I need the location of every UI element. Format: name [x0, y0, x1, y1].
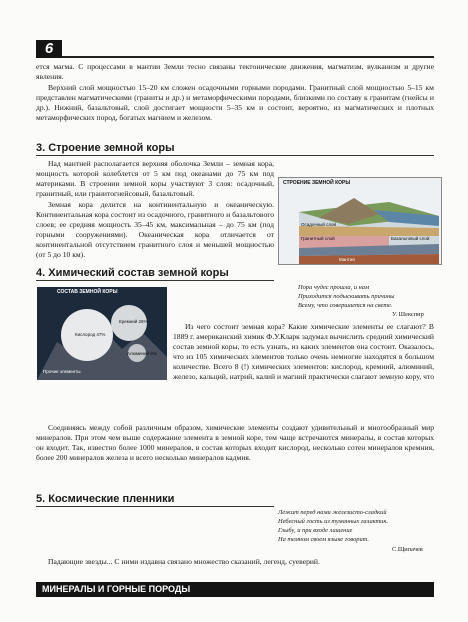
- crust-composition-figure: [37, 287, 167, 380]
- section-3-heading: 3. Строение земной коры: [36, 142, 175, 154]
- label-aluminium: Алюминий 8%: [127, 351, 157, 356]
- footer-band: МИНЕРАЛЫ И ГОРНЫЕ ПОРОДЫ: [36, 582, 434, 597]
- section-3-paragraph-1: Над мантией располагается верхняя оболочка Земли – земная кора, мощность которой колеблется от 5 км под океанами до 75 км под материками. В строении земной коры участвуют 3 слоя: осадочный, гранитный, или гранитогнейсовый, базальтовый.: [36, 159, 274, 198]
- epigraph-line: Всему, что совершается на свете.: [298, 302, 393, 309]
- epigraph-line: На темном своем языке говорит.: [278, 536, 369, 543]
- epigraph-author: С.Щипачев: [392, 546, 423, 553]
- section-3-paragraph-2: Земная кора делится на континентальную и океаническую. Континентальная кора состоит из осадочного, гранитного и базальтового слоев; ее средняя мощность 35–45 км, максимальная – до 75 км (под горными сооружениями). Океаническая кора отличается от континентальной отсутствием гранитного слоя и меньшей мощностью (от 5 до 10 км).: [36, 200, 274, 259]
- label-silicon: Кремний 26%: [119, 319, 148, 324]
- epigraph-line: Приходится подыскивать причины: [298, 293, 395, 300]
- label-sedimentary: Осадочный слой: [301, 222, 337, 227]
- section-5-heading: 5. Космические пленники: [36, 493, 175, 505]
- epigraph-line: Небесный гость из туманных галактик.: [278, 518, 388, 525]
- section-3-underline: [36, 155, 434, 156]
- epigraph-line: Глыбу, и при входе лишение: [278, 527, 353, 534]
- label-granite: Гранитный слой: [301, 236, 335, 241]
- page-number: 6: [36, 40, 62, 58]
- crust-diagram: [279, 178, 441, 264]
- label-oxygen: Кислород 47%: [75, 332, 106, 337]
- intro-paragraph: ется магма. С процессами в мантии Земли тесно связаны тектонические движения, магматизм, вулканизм и другие явления.: [36, 62, 434, 81]
- epigraph-author: У. Шекспир: [392, 311, 424, 318]
- epigraph-line: Лежит перед нами железисто-сладкий: [278, 509, 387, 516]
- section-4-underline: [36, 280, 274, 281]
- section-4-heading: 4. Химический состав земной коры: [36, 267, 229, 279]
- label-basalt: Базальтовый слой: [391, 236, 430, 241]
- crust-figure-title: СТРОЕНИЕ ЗЕМНОЙ КОРЫ: [283, 180, 351, 186]
- section-4-paragraph-2: Соединяясь между собой различным образом, химические элементы создают удивительный и многообразный мир минералов. При этом чем выше содержание элемента в земной коре, тем чаще встречаются минералы, в состав которых он входит. Так, известно более 1000 минералов, в состав которых входит кислород, несколько сотен минералов кремния, более 200 минералов железа и всего несколько минералов кадмия.: [36, 423, 434, 462]
- crust-paragraph: Верхний слой мощностью 15–20 км сложен осадочными горными породами. Гранитный слой мощностью 5–15 км представлен магматическими (граниты и др.) и метаморфическими породами, близкими по составу к гранитам (гнейсы и др.). Нижний, базальтовый, слой достигает мощности 5–35 км и состоит, вероятно, из магматических и плотных метаморфических пород, богатых магнием и железом.: [36, 83, 434, 122]
- header-rule: [62, 56, 434, 58]
- crust-structure-figure: [278, 177, 442, 265]
- label-mantle: Мантия: [339, 257, 355, 262]
- label-other: Прочие элементы: [43, 369, 81, 374]
- epigraph-line: Пора чудес прошла, и нам: [298, 284, 370, 291]
- section-4-paragraph-1-top: Из чего состоит земная кора? Какие химические элементы ее слагают? В 1889 г. американский химик Ф.У.Кларк задумал вычислить средний химический состав земной коры, то есть узнать, из каких элементов она состоит. Оказалось, что из 105 химических элементов только очень немногие находятся в большом количестве. Всего 8 (!) химических элементов: кислород, кремний, алюминий, железо, кальций, натрий, калий и магний практически слагают земную кору, что: [173, 322, 434, 381]
- section-5-underline: [36, 506, 274, 507]
- section-5-paragraph-1: Падающие звезды... С ними издавна связано множество сказаний, легенд, суеверий.: [48, 557, 320, 566]
- composition-figure-title: СОСТАВ ЗЕМНОЙ КОРЫ: [57, 289, 118, 295]
